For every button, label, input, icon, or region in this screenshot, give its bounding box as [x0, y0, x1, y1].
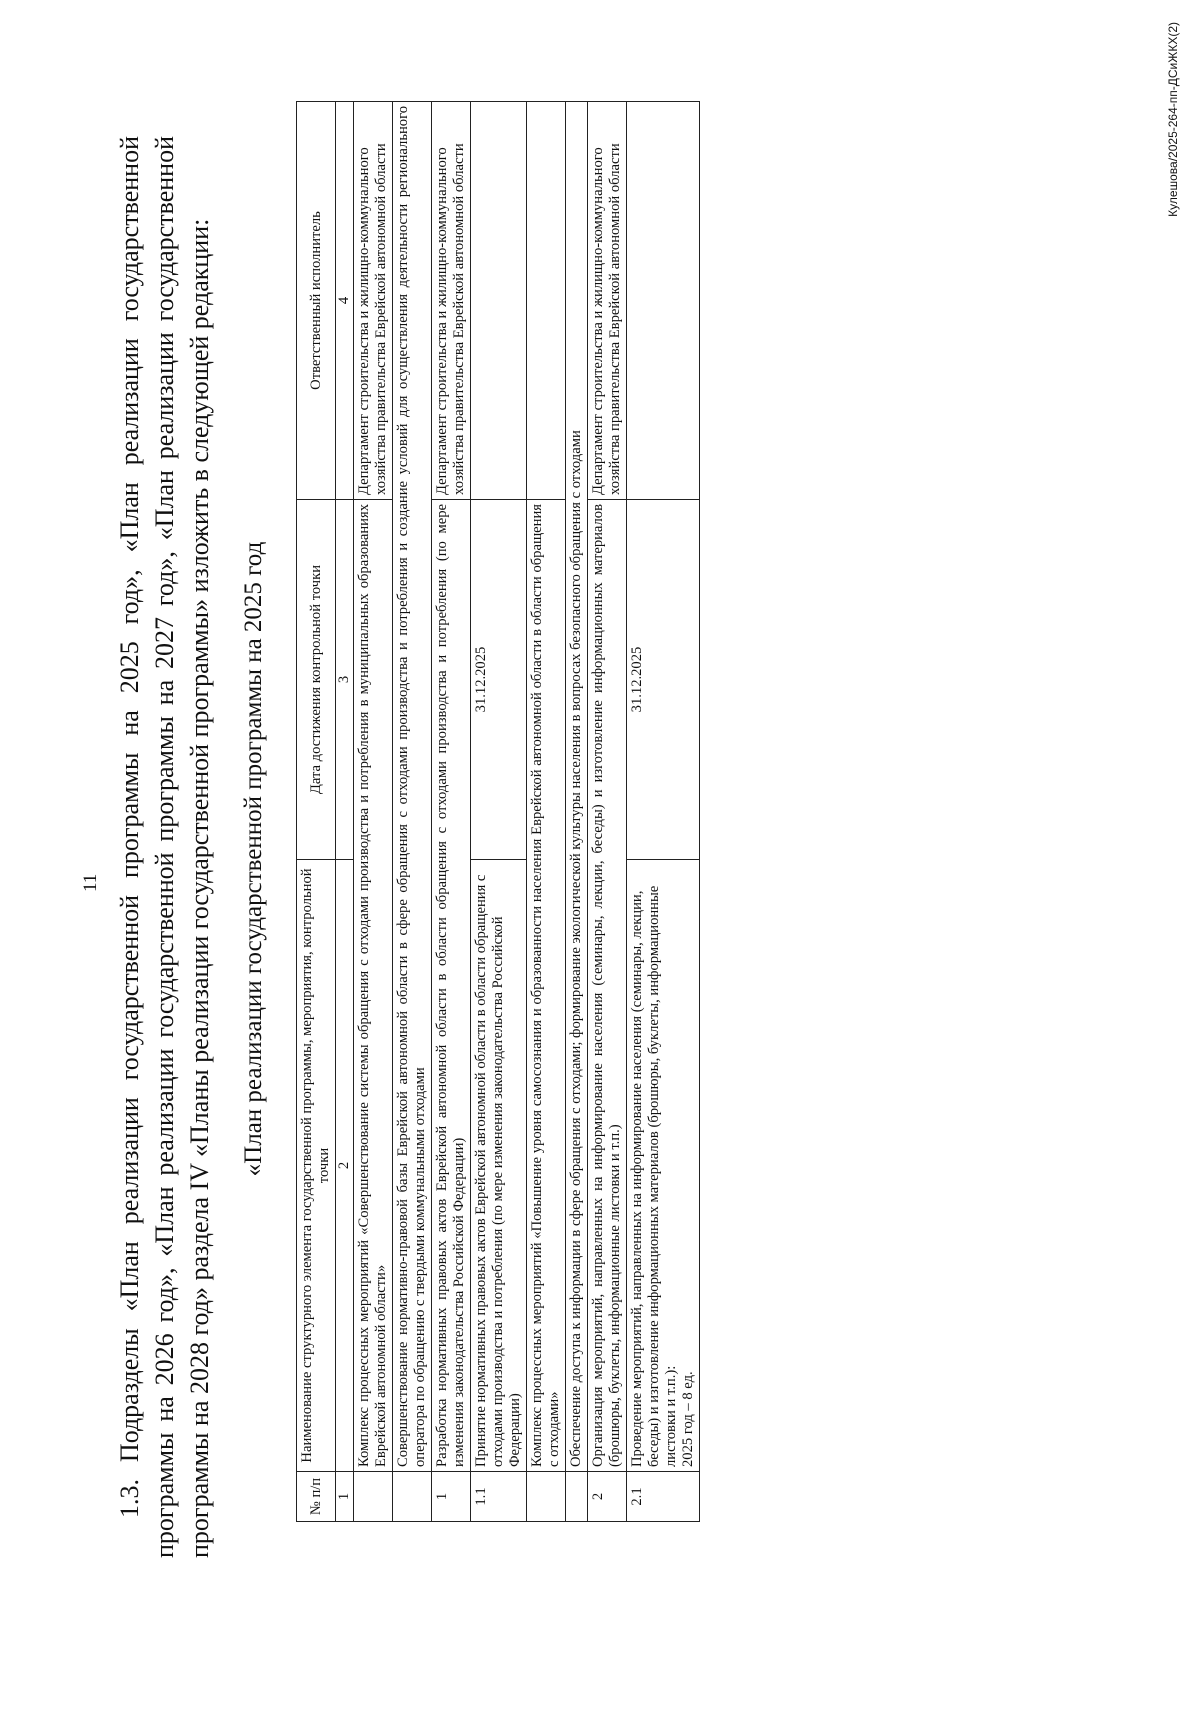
- row-2-1-name-text: Проведение мероприятий, направленных на информирование населения (семинары, лекции, беседы) и изготовление информационных материалов (брошюры, буклеты, информационные листовки и т.п.):: [629, 885, 679, 1467]
- colnum-1: 1: [336, 1472, 354, 1522]
- row-2-1-num: 2.1: [627, 1472, 700, 1522]
- table-row: [527, 102, 566, 1522]
- page-number: 11: [80, 873, 101, 892]
- implementation-plan-table: [296, 101, 700, 1522]
- complex1-executor: Департамент строительства и жилищно-коммунального хозяйства правительства Еврейской автономной области: [354, 102, 393, 500]
- task1: Совершенствование нормативно-правовой базы Еврейской автономной области в сфере обращения с отходами производства и потребления и создание условий для осуществления деятельности регионального оператора по обращению с твердыми коммунальными отходами: [393, 102, 432, 1472]
- header-executor: Ответственный исполнитель: [297, 102, 336, 500]
- table-row: [432, 102, 471, 1522]
- row-1-name: Разработка нормативных правовых актов Еврейской автономной области в области обращения с отходами производства и потребления (по мере изменения законодательства Российской Федерации): [432, 500, 471, 1472]
- table-row: [627, 102, 700, 1522]
- table-row: [471, 102, 527, 1522]
- colnum-2: 2: [336, 860, 354, 1472]
- row-2-1-date: 31.12.2025: [627, 500, 700, 860]
- row-2-name: Организация мероприятий, направленных на информирование населения (семинары, лекции, беседы) и изготовление информационных материалов (брошюры, буклеты, информационные листовки и т.п.): [588, 500, 627, 1472]
- colnum-3: 3: [336, 500, 354, 860]
- row-2-1-count: 2025 год – 8 ед.: [680, 1371, 696, 1467]
- row-1-1-name: Принятие нормативных правовых актов Еврейской автономной области в области обращения с отходами производства и потребления (по мере изменения законодательства Российской Федерации): [471, 860, 527, 1472]
- header-num: № п/п: [297, 1472, 336, 1522]
- row-1-1-date: 31.12.2025: [471, 500, 527, 860]
- row-2-1-name: [627, 860, 700, 1472]
- table-row: [588, 102, 627, 1522]
- header-name: Наименование структурного элемента государственной программы, мероприятия, контрольной точки: [297, 860, 336, 1472]
- document-stamp: Кулешова/2025-264-пп-ДСиЖКХ(2): [1166, 22, 1180, 217]
- table-row: [393, 102, 432, 1522]
- row-1-1-num: 1.1: [471, 1472, 527, 1522]
- intro-paragraph: 1.3. Подразделы «План реализации государственной программы на 2025 год», «План реализации государственной программы на 2026 год», «План реализации государственной программы на 2027 год», «План реализации государственной программы на 2028 год» раздела IV «Планы реализации государственной программы» изложить в следующей редакции:: [115, 136, 214, 1558]
- row-2-num: 2: [588, 1472, 627, 1522]
- task2: Обеспечение доступа к информации в сфере обращения с отходами; формирование экологической культуры населения в вопросах безопасного обращения с отходами: [566, 102, 588, 1472]
- table-row: [354, 102, 393, 1522]
- row-1-executor: Департамент строительства и жилищно-коммунального хозяйства правительства Еврейской автономной области: [432, 102, 471, 500]
- table-row: [566, 102, 588, 1522]
- column-number-row: [336, 102, 354, 1522]
- colnum-4: 4: [336, 102, 354, 500]
- row-1-num: 1: [432, 1472, 471, 1522]
- header-date: Дата достижения контрольной точки: [297, 500, 336, 860]
- row-2-executor: Департамент строительства и жилищно-коммунального хозяйства правительства Еврейской автономной области: [588, 102, 627, 500]
- plan-title: «План реализации государственной программы на 2025 год: [240, 541, 267, 1177]
- complex2-name: Комплекс процессных мероприятий «Повышение уровня самосознания и образованности населения Еврейской автономной области в области обращения с отходами»: [527, 500, 566, 1472]
- complex1-name: Комплекс процессных мероприятий «Совершенствование системы обращения с отходами производства и потребления в муниципальных образованиях Еврейской автономной области»: [354, 500, 393, 1472]
- header-row: [297, 102, 336, 1522]
